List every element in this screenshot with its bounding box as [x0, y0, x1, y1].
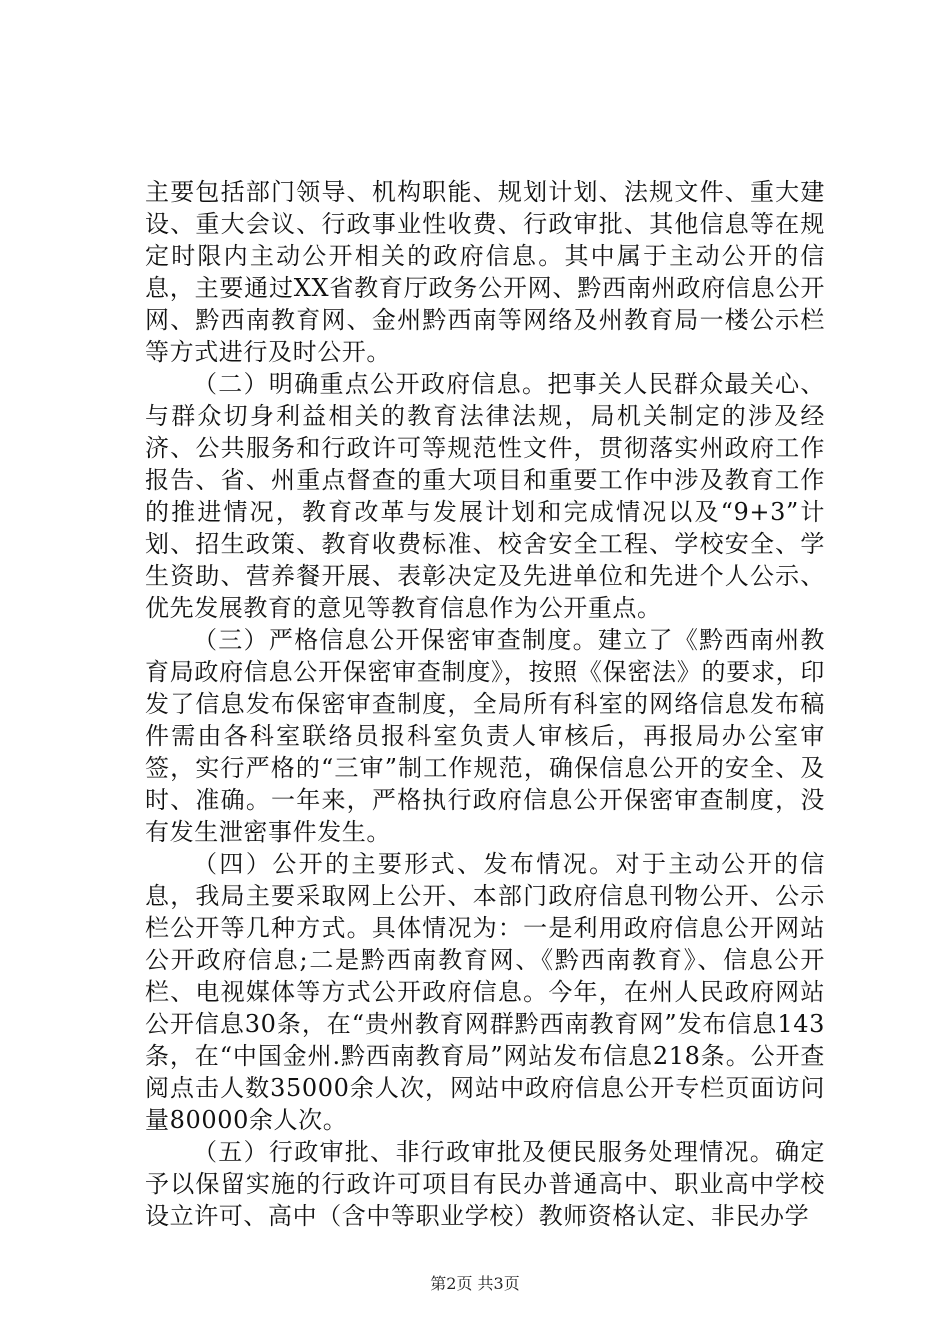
paragraph-continued: 主要包括部门领导、机构职能、规划计划、法规文件、重大建设、重大会议、行政事业性收费、行政审批、其他信息等在规定时限内主动公开相关的政府信息。其中属于主动公开的信息，主要通过XX省教育厅政务公开网、黔西南州政府信息公开网、黔西南教育网、金州黔西南等网络及州教育局一楼公示栏等方式进行及时公开。	[145, 178, 825, 366]
page-footer: 第2页 共3页	[430, 1274, 520, 1293]
paragraph-section-4: （四）公开的主要形式、发布情况。对于主动公开的信息，我局主要采取网上公开、本部门政府信息刊物公开、公示栏公开等几种方式。具体情况为：一是利用政府信息公开网站公开政府信息;二是黔西南教育网、《黔西南教育》、信息公开栏、电视媒体等方式公开政府信息。今年，在州人民政府网站公开信息30条，在“贵州教育网群黔西南教育网”发布信息143条，在“中国金州.黔西南教育局”网站发布信息218条。公开查阅点击人数35000余人次，网站中政府信息公开专栏页面访问量80000余人次。	[145, 850, 825, 1134]
paragraph-section-3: （三）严格信息公开保密审查制度。建立了《黔西南州教育局政府信息公开保密审查制度》，按照《保密法》的要求，印发了信息发布保密审查制度，全局所有科室的网络信息发布稿件需由各科室联络员报科室负责人审核后，再报局办公室审签，实行严格的“三审”制工作规范，确保信息公开的安全、及时、准确。一年来，严格执行政府信息公开保密审查制度，没有发生泄密事件发生。	[145, 626, 825, 846]
paragraph-section-5: （五）行政审批、非行政审批及便民服务处理情况。确定予以保留实施的行政许可项目有民办普通高中、职业高中学校设立许可、高中（含中等职业学校）教师资格认定、非民办学	[145, 1138, 825, 1230]
document-body	[145, 176, 825, 1232]
paragraph-section-2: （二）明确重点公开政府信息。把事关人民群众最关心、与群众切身利益相关的教育法律法规，局机关制定的涉及经济、公共服务和行政许可等规范性文件，贯彻落实州政府工作报告、省、州重点督查的重大项目和重要工作中涉及教育工作的推进情况，教育改革与发展计划和完成情况以及“9+3”计划、招生政策、教育收费标准、校舍安全工程、学校安全、学生资助、营养餐开展、表彰决定及先进单位和先进个人公示、优先发展教育的意见等教育信息作为公开重点。	[145, 370, 825, 622]
